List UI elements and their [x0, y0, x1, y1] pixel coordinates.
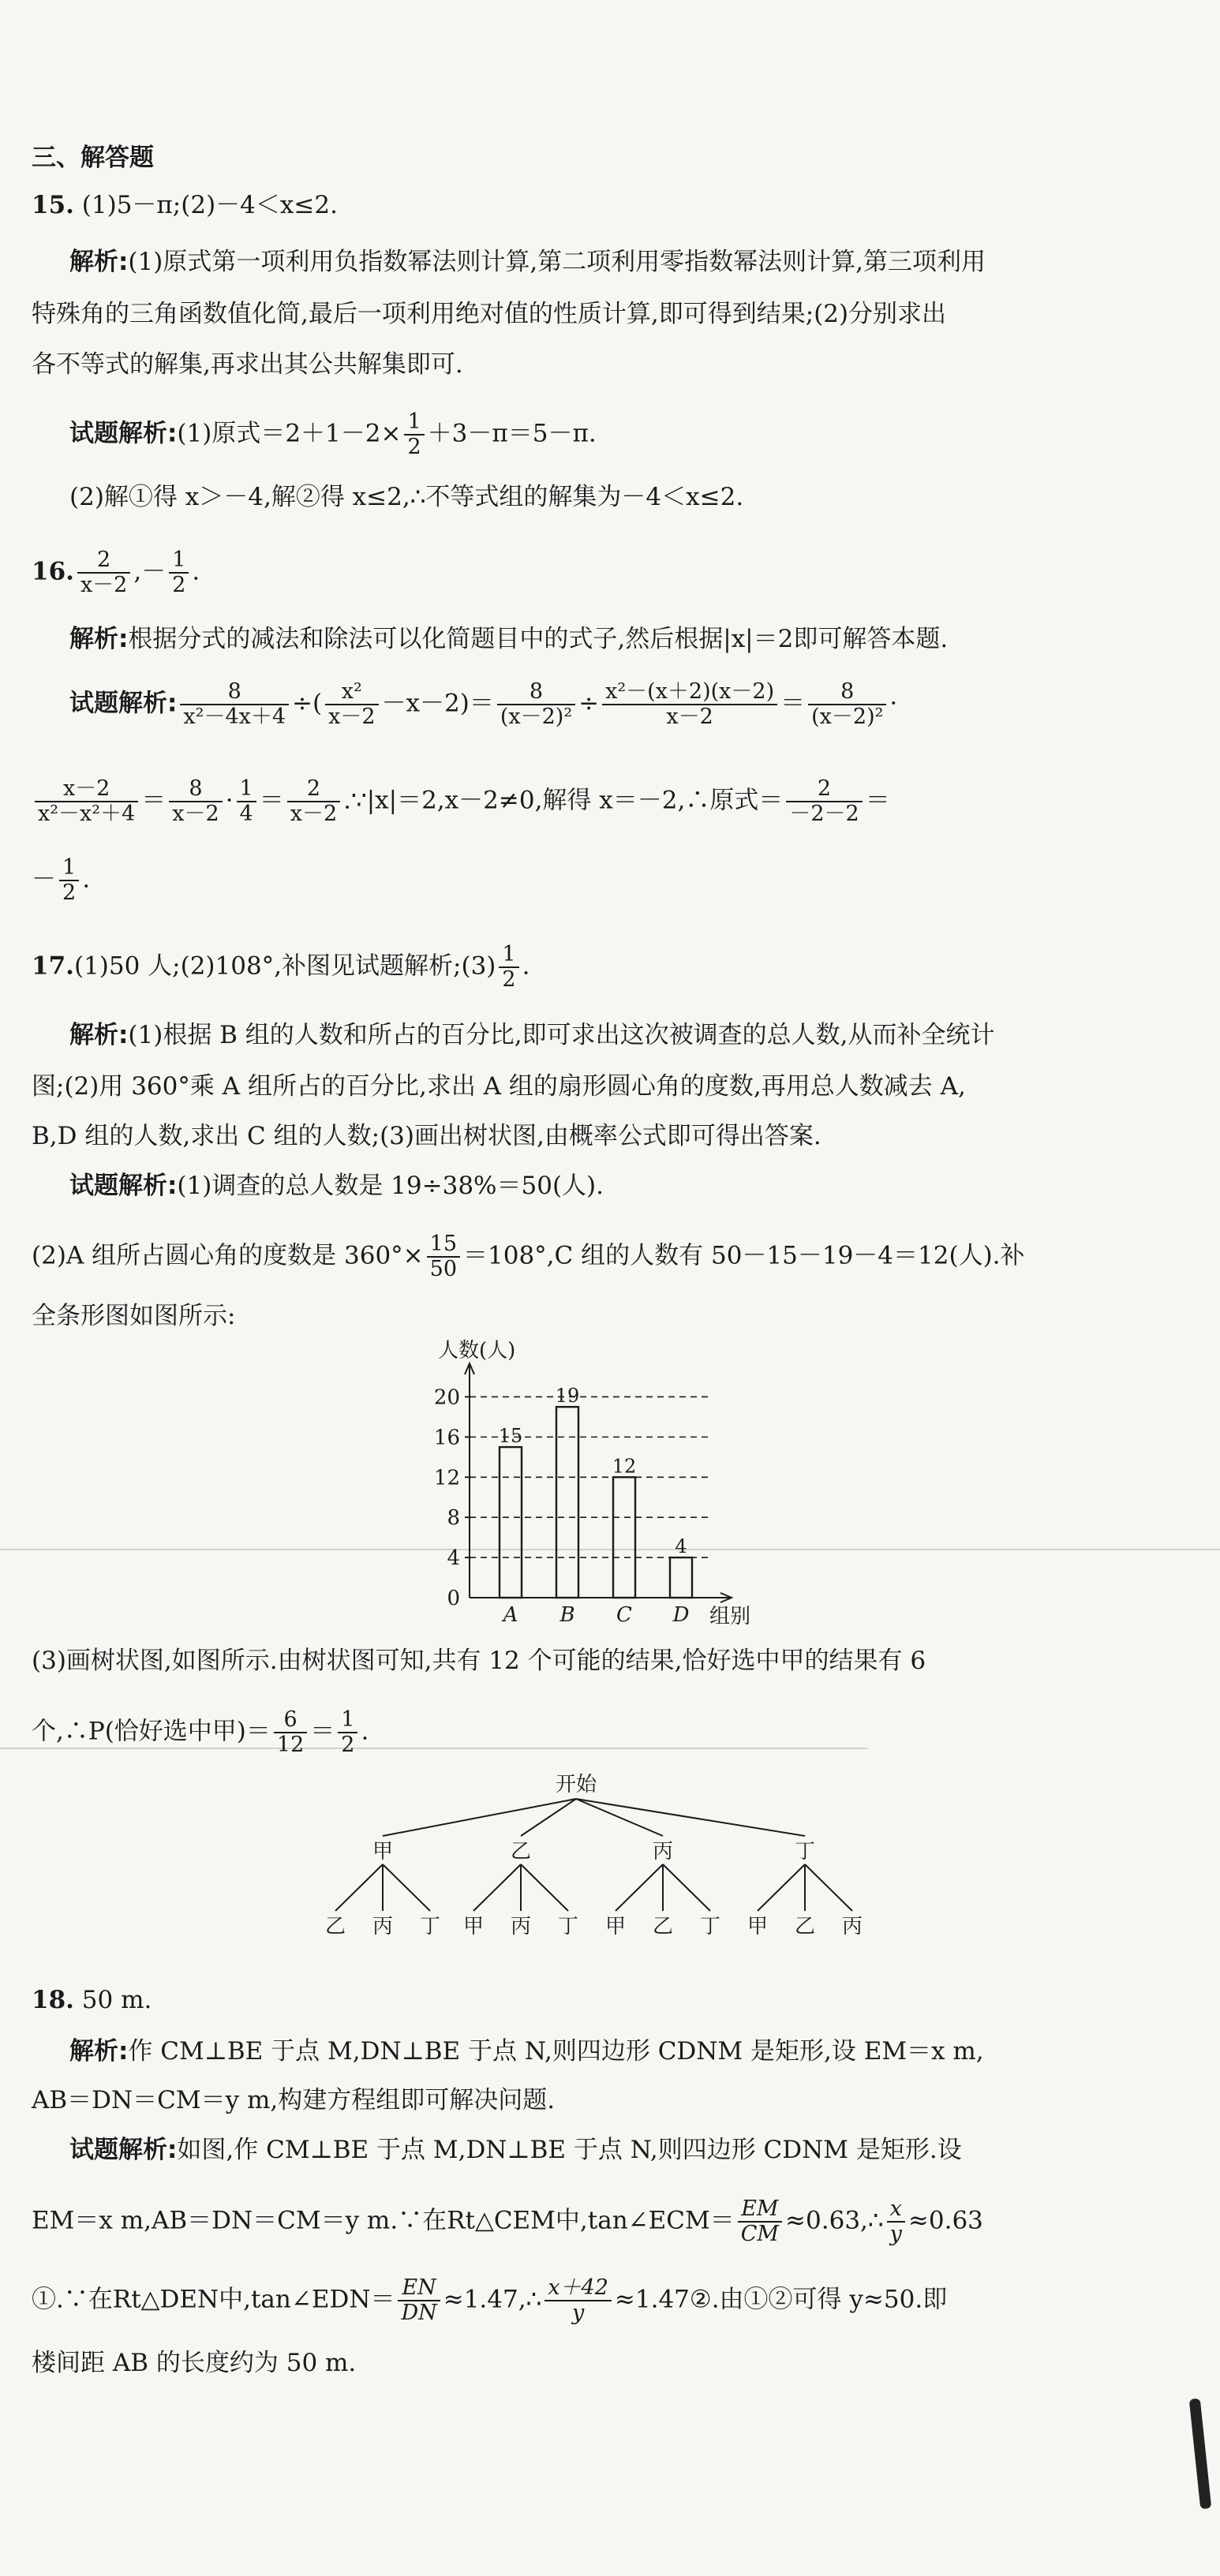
q16-detail-line-3: [32, 856, 1176, 905]
q17-detail-1: [69, 1170, 1214, 1202]
formula-text: ＝: [865, 786, 890, 815]
numerator: 8: [808, 680, 886, 705]
analysis-label: 解析:: [69, 2037, 129, 2066]
detail-text: 如图,作 CM⊥BE 于点 M,DN⊥BE 于点 N,则四边形 CDNM 是矩形.设: [177, 2136, 962, 2164]
numerator: 2: [786, 777, 862, 802]
y-tick-label: 4: [447, 1546, 460, 1571]
tree-edge: [383, 1864, 430, 1911]
bar-D: [670, 1557, 692, 1598]
denominator: x－2: [328, 705, 376, 729]
fraction: [404, 410, 424, 459]
numerator: 8: [497, 680, 575, 705]
numerator: 15: [427, 1232, 460, 1258]
detail-text: ①.∵在Rt△DEN中,tan∠EDN＝: [32, 2285, 395, 2314]
section-title: 三、解答题: [32, 144, 154, 172]
q18-analysis-line-1: [69, 2036, 1214, 2067]
denominator: 50: [429, 1257, 458, 1281]
denominator: (x－2)²: [811, 705, 884, 729]
detail-label: 试题解析:: [69, 419, 178, 448]
y-tick-label: 8: [447, 1506, 460, 1531]
denominator: x²－x²＋4: [38, 802, 136, 826]
analysis-label: 解析:: [69, 625, 129, 653]
numerator: x＋42: [545, 2276, 612, 2301]
denominator: x－2: [290, 802, 338, 826]
q15-detail-1: [69, 410, 1214, 459]
y-tick-label: 12: [433, 1466, 460, 1490]
tree-edge: [576, 1799, 663, 1836]
denominator: (x－2)²: [500, 705, 573, 729]
tree-edge: [473, 1864, 521, 1911]
numerator: 6: [274, 1708, 307, 1733]
tree-edge: [576, 1799, 805, 1836]
tree-leaf: 乙: [324, 1915, 346, 1939]
tree-leaf: 丙: [510, 1915, 532, 1939]
formula-text: (1)原式＝2＋1－2×: [177, 419, 402, 448]
y-tick-label: 20: [433, 1385, 460, 1410]
denominator: 2: [62, 880, 77, 905]
formula-text: ＝: [141, 786, 167, 815]
analysis-text: (1)根据 B 组的人数和所占的百分比,即可求出这次被调查的总人数,从而补全统计: [128, 1021, 995, 1049]
fraction: [602, 680, 777, 729]
fraction: [169, 548, 189, 597]
denominator: x－2: [666, 705, 713, 729]
fraction: [398, 2276, 440, 2325]
tree-leaf: 乙: [794, 1915, 816, 1939]
numerator: 1: [59, 856, 79, 881]
tree-leaf: 丁: [557, 1915, 579, 1939]
formula-text: .: [192, 557, 200, 586]
numerator: 2: [287, 777, 340, 802]
detail-label: 试题解析:: [69, 1172, 178, 1200]
q15-analysis-line-3: 各不等式的解集,再求出其公共解集即可.: [32, 350, 463, 379]
denominator: x－2: [80, 573, 128, 597]
analysis-label: 解析:: [69, 248, 129, 276]
formula-text: ＝: [780, 689, 806, 718]
formula-text: ＋3－π＝5－π.: [427, 419, 597, 448]
detail-text: (2)A 组所占圆心角的度数是 360°×: [32, 1241, 424, 1270]
detail-text: ＝: [310, 1717, 335, 1746]
tree-edge: [521, 1864, 568, 1911]
x-tick-label: D: [672, 1603, 690, 1627]
numerator: 1: [169, 548, 189, 574]
q18-detail-3: [32, 2276, 1176, 2325]
q18-detail-1: [69, 2134, 1214, 2166]
denominator: DN: [401, 2301, 437, 2325]
denominator: 4: [239, 802, 253, 826]
q18-analysis-line-2: AB＝DN＝CM＝y m,构建方程组即可解决问题.: [32, 2086, 556, 2114]
bar-A: [500, 1447, 522, 1598]
q16-analysis: [69, 623, 1214, 655]
formula-text: .: [82, 865, 91, 894]
formula-text: －: [32, 865, 56, 894]
fraction: [808, 680, 886, 729]
fraction: [738, 2197, 782, 2246]
bar-chart: [426, 1337, 805, 1645]
fraction: [545, 2276, 612, 2325]
question-number: 16.: [32, 557, 74, 586]
fraction: [35, 777, 138, 826]
q16-detail-line-2: [32, 777, 1176, 826]
numerator: EM: [738, 2197, 782, 2223]
formula-text: －x－2)＝: [381, 689, 494, 718]
y-tick-label: 16: [433, 1426, 460, 1450]
denominator: 2: [407, 435, 421, 459]
numerator: x²: [325, 680, 378, 705]
tree-leaf: 丙: [841, 1915, 863, 1939]
tree-edge: [663, 1864, 710, 1911]
question-number: 17.: [32, 952, 74, 981]
formula-text: .∵|x|＝2,x－2≠0,解得 x＝－2,∴原式＝: [343, 786, 784, 815]
bar-value-label: 4: [675, 1535, 687, 1558]
fraction: [180, 680, 289, 729]
question-number: 18.: [32, 1986, 74, 2014]
denominator: 12: [276, 1733, 305, 1757]
fraction: [427, 1232, 460, 1281]
q17-analysis-line-1: [69, 1019, 1214, 1051]
formula-text: ,－: [133, 557, 167, 586]
denominator: y: [571, 2301, 585, 2325]
fraction: [59, 856, 79, 905]
q17-detail-3: 全条形图如图所示:: [32, 1302, 236, 1330]
q18-detail-4: 楼间距 AB 的长度约为 50 m.: [32, 2349, 357, 2377]
tree-leaf: 丙: [372, 1915, 394, 1939]
x-tick-label: A: [503, 1603, 518, 1627]
y-axis-label: 人数(人): [438, 1339, 516, 1363]
q15-analysis-line-2: 特殊角的三角函数值化简,最后一项利用绝对值的性质计算,即可得到结果;(2)分别求出: [32, 300, 947, 328]
tree-node: 甲: [372, 1840, 394, 1864]
numerator: EN: [398, 2276, 440, 2301]
detail-label: 试题解析:: [69, 2136, 178, 2164]
fraction: [497, 680, 575, 729]
fraction: [274, 1708, 307, 1757]
x-tick-label: C: [616, 1603, 632, 1627]
answer-text: .: [522, 952, 530, 981]
scan-edge-mark: [1189, 2398, 1212, 2510]
bar-B: [556, 1407, 578, 1598]
tree-edge: [805, 1864, 852, 1911]
detail-text: EM＝x m,AB＝DN＝CM＝y m.∵在Rt△CEM中,tan∠ECM＝: [32, 2206, 735, 2235]
tree-leaf: 甲: [462, 1915, 485, 1939]
formula-text: ·: [225, 786, 234, 815]
denominator: x－2: [172, 802, 219, 826]
q15-detail-2: (2)解①得 x＞－4,解②得 x≤2,∴不等式组的解集为－4＜x≤2.: [69, 483, 744, 511]
tree-leaf: 乙: [652, 1915, 674, 1939]
detail-text: 个,∴P(恰好选中甲)＝: [32, 1717, 271, 1746]
fraction: [169, 777, 222, 826]
detail-text: ≈0.63: [908, 2206, 983, 2235]
tree-edge: [335, 1864, 383, 1911]
fraction: [887, 2197, 905, 2246]
x-tick-label: B: [559, 1603, 575, 1627]
q16-detail-line-1: [69, 680, 1214, 729]
detail-text: ≈0.63,∴: [785, 2206, 884, 2235]
formula-text: ÷: [578, 689, 600, 718]
numerator: 8: [180, 680, 289, 705]
fraction: [325, 680, 378, 729]
q17-detail-2: [32, 1232, 1176, 1281]
detail-text: ≈1.47②.由①②可得 y≈50.即: [614, 2285, 948, 2314]
q15-analysis-line-1: [69, 246, 1214, 278]
q15-answer: (1)5－π;(2)－4＜x≤2.: [81, 191, 338, 219]
fraction: [237, 777, 256, 826]
denominator: CM: [740, 2222, 780, 2246]
analysis-text: (1)原式第一项利用负指数幂法则计算,第二项利用零指数幂法则计算,第三项利用: [128, 248, 986, 276]
bar-value-label: 15: [498, 1425, 523, 1448]
q17-detail-5: [32, 1708, 1176, 1757]
detail-text: .: [361, 1717, 369, 1746]
denominator: y: [889, 2222, 902, 2246]
tree-leaf: 甲: [604, 1915, 627, 1939]
fraction: [499, 943, 518, 992]
numerator: x: [887, 2197, 905, 2223]
detail-text: ≈1.47,∴: [443, 2285, 542, 2314]
tree-diagram: [316, 1767, 900, 1972]
y-tick-label: 0: [447, 1587, 460, 1610]
tree-edge: [616, 1864, 663, 1911]
numerator: x－2: [35, 777, 138, 802]
fraction: [786, 777, 862, 826]
analysis-text: 作 CM⊥BE 于点 M,DN⊥BE 于点 N,则四边形 CDNM 是矩形,设 EM＝x m,: [128, 2037, 984, 2066]
tree-leaf: 丁: [419, 1915, 441, 1939]
denominator: 2: [172, 573, 186, 597]
tree-edge: [758, 1864, 805, 1911]
q17-analysis-line-3: B,D 组的人数,求出 C 组的人数;(3)画出树状图,由概率公式即可得出答案.: [32, 1122, 821, 1150]
bar-C: [613, 1477, 635, 1598]
q16-answer-line: [32, 548, 1176, 597]
q17-analysis-line-2: 图;(2)用 360°乘 A 组所占的百分比,求出 A 组的扇形圆心角的度数,再用总人数减去 A,: [32, 1072, 966, 1101]
q18-answer: 50 m.: [81, 1986, 152, 2014]
bar-value-label: 12: [612, 1455, 637, 1478]
detail-label: 试题解析:: [69, 689, 178, 718]
tree-leaf: 丁: [699, 1915, 721, 1939]
tree-node: 丙: [652, 1840, 674, 1864]
denominator: 2: [502, 967, 516, 992]
fraction: [338, 1708, 357, 1757]
fraction: [287, 777, 340, 826]
analysis-label: 解析:: [69, 1021, 129, 1049]
analysis-text: 根据分式的减法和除法可以化简题目中的式子,然后根据|x|＝2即可解答本题.: [128, 625, 949, 653]
numerator: 1: [499, 943, 518, 968]
bar-value-label: 19: [555, 1385, 580, 1408]
tree-leaf: 甲: [747, 1915, 769, 1939]
formula-text: ＝: [259, 786, 284, 815]
detail-text: (1)调查的总人数是 19÷38%＝50(人).: [177, 1172, 604, 1200]
denominator: x²－4x＋4: [183, 705, 286, 729]
numerator: 2: [77, 548, 130, 574]
tree-node: 乙: [510, 1840, 532, 1864]
q15-answer-line: [32, 189, 1176, 221]
detail-text: ＝108°,C 组的人数有 50－15－19－4＝12(人).补: [463, 1241, 1025, 1270]
numerator: x²－(x＋2)(x－2): [602, 680, 777, 705]
q17-detail-4: (3)画树状图,如图所示.由树状图可知,共有 12 个可能的结果,恰好选中甲的结果有 6: [32, 1647, 926, 1675]
answer-text: (1)50 人;(2)108°,补图见试题解析;(3): [73, 952, 496, 981]
numerator: 1: [404, 410, 424, 436]
tree-root: 开始: [555, 1773, 597, 1796]
numerator: 1: [338, 1708, 357, 1733]
q17-answer-line: [32, 943, 1176, 992]
q18-answer-line: [32, 1984, 1176, 2016]
formula-text: ·: [889, 689, 898, 718]
numerator: 1: [237, 777, 256, 802]
denominator: 2: [341, 1733, 355, 1757]
question-number: 15.: [32, 191, 74, 219]
denominator: －2－2: [789, 802, 859, 826]
formula-text: ÷(: [292, 689, 323, 718]
numerator: 8: [169, 777, 222, 802]
tree-node: 丁: [794, 1840, 816, 1864]
q18-detail-2: [32, 2197, 1176, 2246]
x-axis-label: 组别: [709, 1605, 751, 1628]
fraction: [77, 548, 130, 597]
